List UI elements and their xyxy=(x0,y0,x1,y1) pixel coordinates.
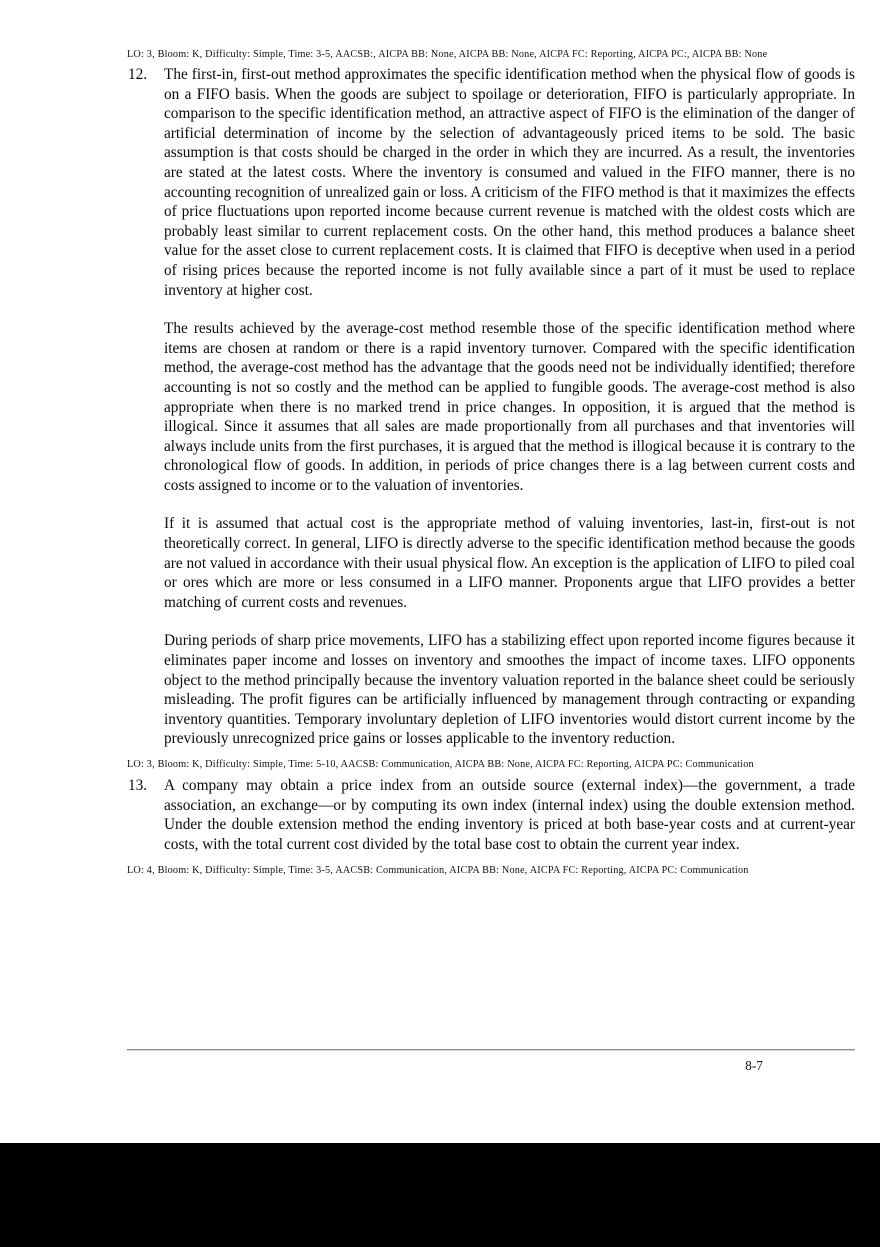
page-content xyxy=(127,48,855,878)
question-item-13 xyxy=(127,776,855,854)
paragraph-13-1: A company may obtain a price index from an outside source (external index)—the government, a trade association, an exchange—or by computing its own index (internal index) using the double extension method. Under the double extension method the ending inventory is priced at both base-year costs and at current-year costs, with the total current cost divided by the total base cost to obtain the current year index. xyxy=(164,777,855,853)
question-item-12 xyxy=(127,65,855,749)
metadata-line-item12-header: LO: 3, Bloom: K, Difficulty: Simple, Time: 3-5, AACSB:, AICPA BB: None, AICPA BB: None, AICPA FC: Reporting, AICPA PC:, AICPA BB: None xyxy=(127,49,768,60)
metadata-line-item13-footer: LO: 4, Bloom: K, Difficulty: Simple, Time: 3-5, AACSB: Communication, AICPA BB: None, AICPA FC: Reporting, AICPA PC: Communication xyxy=(127,865,749,877)
question-number-12: 12. xyxy=(128,66,148,83)
page-number: 8-7 xyxy=(745,1058,763,1073)
paragraph-12-3: If it is assumed that actual cost is the appropriate method of valuing inventories, last-in, first-out is not theoretically correct. In general, LIFO is directly adverse to the specific identification method because the goods are not valued in accordance with their usual physical flow. An exception is the application of LIFO to piled coal or ores which are more or less consumed in a LIFO manner. Proponents argue that LIFO provides a better matching of current costs and revenues. xyxy=(164,515,855,611)
question-body-13 xyxy=(164,776,855,854)
paragraph-12-2: The results achieved by the average-cost method resemble those of the specific identification method where items are chosen at random or there is a rapid inventory turnover. Compared with the specific identification method, the average-cost method has the advantage that the goods need not be individually identified; therefore accounting is not so costly and the method can be applied to fungible goods. The average-cost method is also appropriate when there is no marked trend in price changes. In opposition, it is argued that the method is illogical. Since it assumes that all sales are made proportionally from all purchases and that inventories will always include units from the first purchases, it is argued that the method is illogical because it is contrary to the chronological flow of goods. In addition, in periods of price changes there is a lag between current costs and costs assigned to income or to the valuation of inventories. xyxy=(164,320,855,494)
footer-divider xyxy=(127,1049,855,1051)
bottom-black-band xyxy=(0,1143,880,1247)
metadata-line-item13-header: LO: 3, Bloom: K, Difficulty: Simple, Time: 5-10, AACSB: Communication, AICPA BB: None, AICPA FC: Reporting, AICPA PC: Communication xyxy=(127,759,754,770)
paragraph-12-4: During periods of sharp price movements, LIFO has a stabilizing effect upon reported income figures because it eliminates paper income and losses on inventory and smoothes the impact of income taxes. LIFO opponents object to the method principally because the inventory valuation reported in the balance sheet could be seriously misleading. The profit figures can be artificially influenced by management through contracting or expanding inventory quantities. Temporary involuntary depletion of LIFO inventories would distort current income by the previously unrecognized price gains or losses applicable to the inventory reduction. xyxy=(164,632,855,748)
question-body-12 xyxy=(164,65,855,749)
paragraph-12-1: The first-in, first-out method approximates the specific identification method when the physical flow of goods is on a FIFO basis. When the goods are subject to spoilage or deterioration, FIFO is particularly appropriate. In comparison to the specific identification method, an attractive aspect of FIFO is the elimination of the danger of artificial determination of income by the selection of advantageously priced items to be sold. The basic assumption is that costs should be charged in the order in which they are incurred. As a result, the inventories are stated at the latest costs. Where the inventory is consumed and valued in the FIFO manner, there is no accounting recognition of unrealized gain or loss. A criticism of the FIFO method is that it maximizes the effects of price fluctuations upon reported income because current revenue is matched with the oldest costs which are probably least similar to current replacement costs. On the other hand, this method produces a balance sheet value for the asset close to current replacement costs. It is claimed that FIFO is deceptive when used in a period of rising prices because the reported income is not fully available since a part of it must be used to replace inventory at higher cost. xyxy=(164,66,855,299)
question-number-13: 13. xyxy=(128,777,148,794)
